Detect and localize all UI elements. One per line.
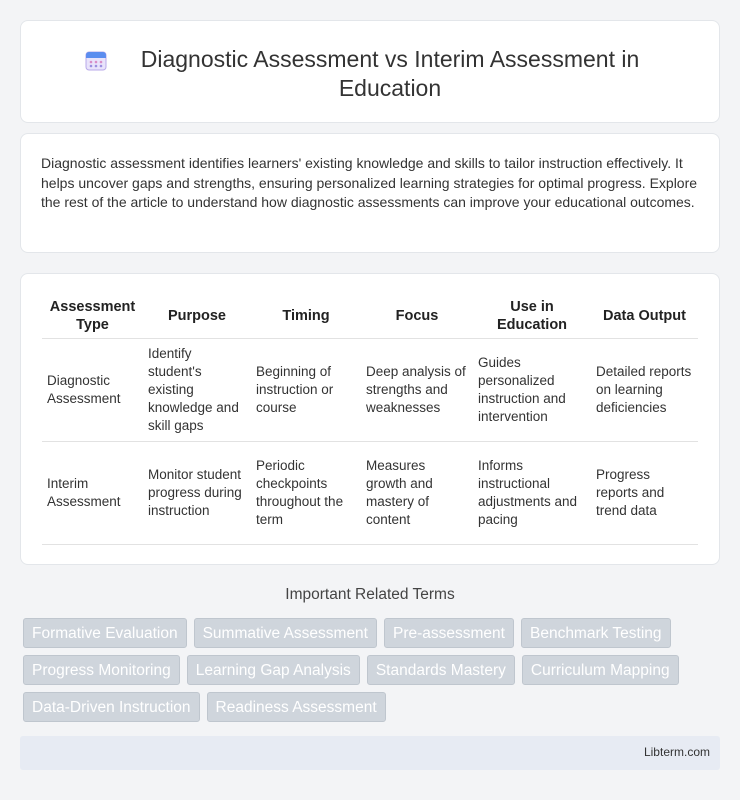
related-terms-list [23, 618, 723, 729]
tag-row [23, 618, 723, 648]
column-header: Timing [282, 307, 330, 324]
column-header: Data Output [603, 307, 686, 324]
page-title: Diagnostic Assessment vs Interim Assessment in Education [140, 46, 640, 101]
related-term-tag[interactable]: Data-Driven Instruction [23, 692, 200, 722]
table-cell: Diagnostic Assessment [42, 338, 143, 441]
table-cell: Interim Assessment [42, 441, 143, 544]
footer [20, 736, 720, 770]
table-cell: Identify student's existing knowledge and skill gaps [143, 338, 251, 441]
tag-row [23, 692, 723, 722]
table-cell: Periodic checkpoints throughout the term [251, 441, 361, 544]
related-term-tag[interactable]: Curriculum Mapping [522, 655, 679, 685]
related-term-tag[interactable]: Pre-assessment [384, 618, 514, 648]
related-terms-heading: Important Related Terms [285, 586, 455, 603]
column-header: Use in Education [496, 298, 568, 333]
table-cell: Deep analysis of strengths and weaknesses [361, 338, 473, 441]
table-cell: Guides personalized instruction and intervention [473, 338, 591, 441]
related-term-tag[interactable]: Summative Assessment [194, 618, 377, 648]
calendar-icon [85, 49, 107, 71]
related-term-tag[interactable]: Benchmark Testing [521, 618, 671, 648]
table-cell: Monitor student progress during instruction [143, 441, 251, 544]
footer-site-link[interactable]: Libterm.com [643, 745, 710, 759]
related-term-tag[interactable]: Formative Evaluation [23, 618, 187, 648]
table-cell: Detailed reports on learning deficiencies [591, 338, 698, 441]
title-card [20, 20, 720, 123]
column-header: Focus [395, 307, 439, 324]
comparison-table [42, 294, 698, 545]
intro-paragraph: Diagnostic assessment identifies learners' existing knowledge and skills to tailor instruction effectively. It helps uncover gaps and strengths, ensuring personalized learning strategies for optimal progress. Explore the rest of the article to understand how diagnostic assessments can improve your educational outcomes. [41, 155, 698, 211]
table-header-row [42, 294, 698, 338]
table-cell: Beginning of instruction or course [251, 338, 361, 441]
table-cell: Measures growth and mastery of content [361, 441, 473, 544]
related-term-tag[interactable]: Learning Gap Analysis [187, 655, 360, 685]
related-term-tag[interactable]: Standards Mastery [367, 655, 515, 685]
related-term-tag[interactable]: Progress Monitoring [23, 655, 180, 685]
table-cell: Informs instructional adjustments and pacing [473, 441, 591, 544]
comparison-table-card [20, 273, 720, 565]
intro-card [20, 133, 720, 253]
table-row [42, 441, 698, 544]
column-header: Assessment Type [49, 298, 136, 333]
title-wrap [21, 45, 719, 103]
table-cell: Progress reports and trend data [591, 441, 698, 544]
table-row [42, 338, 698, 441]
related-term-tag[interactable]: Readiness Assessment [207, 692, 386, 722]
tag-row [23, 655, 723, 685]
column-header: Purpose [167, 307, 226, 324]
